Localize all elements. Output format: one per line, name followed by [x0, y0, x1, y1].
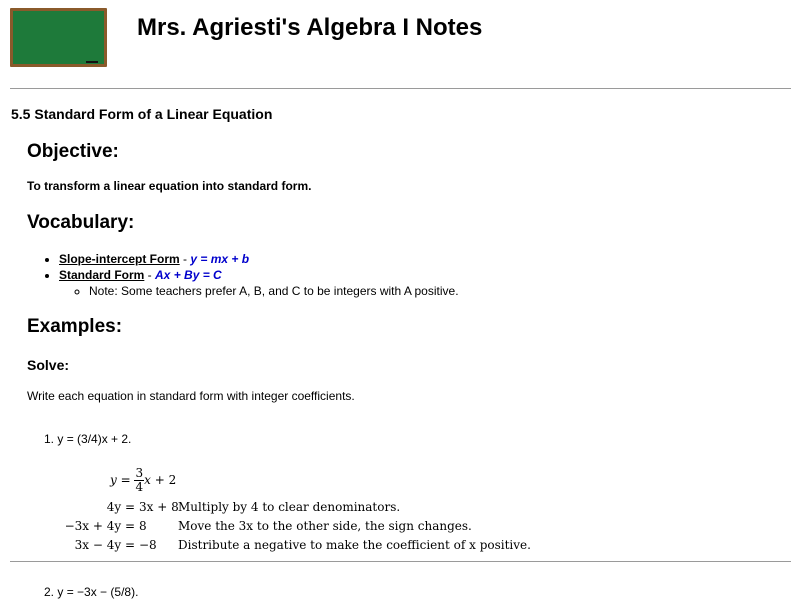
step-rhs: 3x + 8 — [139, 500, 179, 514]
step-note: Move the 3x to the other side, the sign changes. — [178, 519, 472, 533]
problem-text: y = −3x − (5/8). — [57, 585, 139, 599]
step-lhs: 4y — [106, 500, 122, 514]
vocab-separator: - — [179, 252, 191, 266]
vocab-term: Slope-intercept Form — [59, 252, 180, 266]
step-lhs: −3x + 4y — [64, 519, 122, 533]
problem-text: y = (3/4)x + 2. — [57, 432, 132, 446]
bottom-divider — [10, 561, 791, 562]
step-rhs: −8 — [139, 538, 157, 552]
worked-step: 4y = 3x + 8 Multiply by 4 to clear denominators. — [106, 500, 401, 514]
objective-text: To transform a linear equation into standard form. — [27, 179, 312, 193]
fraction-three-fourths: $\frac{3}{4}$ — [135, 466, 144, 494]
lesson-title: 5.5 Standard Form of a Linear Equation — [11, 106, 273, 122]
vocab-sub-list — [59, 283, 459, 299]
objective-heading: Objective: — [27, 141, 119, 162]
vocabulary-list — [27, 251, 459, 299]
problem-number: 1. — [44, 432, 55, 446]
worked-step: 3x − 4y = −8 Distribute a negative to make the coefficient of x positive. — [74, 538, 531, 552]
step-note: Distribute a negative to make the coefficient of x positive. — [178, 538, 531, 552]
top-divider — [10, 88, 791, 89]
vocab-term: Standard Form — [59, 268, 145, 282]
vocab-formula: y = mx + b — [190, 252, 250, 266]
step-note: Multiply by 4 to clear denominators. — [178, 500, 401, 514]
vocab-separator: - — [144, 268, 156, 282]
vocab-note: ◦ Note: Some teachers prefer A, B, and C to be integers with A positive. — [89, 283, 459, 299]
worked-step: −3x + 4y = 8 Move the 3x to the other side, the sign changes. — [64, 519, 472, 533]
problem-number: 2. — [44, 585, 55, 599]
step-rhs: 8 — [139, 519, 147, 533]
chalkboard-logo — [10, 8, 107, 67]
vocabulary-heading: Vocabulary: — [27, 212, 135, 233]
problem-2 — [44, 585, 138, 599]
site-title: Mrs. Agriesti's Algebra I Notes — [137, 14, 483, 41]
vocab-formula: Ax + By = C — [155, 268, 222, 282]
instruction-text: Write each equation in standard form with integer coefficients. — [27, 389, 355, 403]
eraser-icon — [86, 61, 98, 63]
examples-heading: Examples: — [27, 316, 123, 337]
vocab-item-slope-intercept — [59, 251, 459, 267]
vocab-item-standard-form — [59, 267, 459, 299]
equation-fraction-form: y = $\frac{3}{4}$ x + 2 — [110, 466, 177, 494]
problem-1 — [44, 432, 131, 446]
solve-heading: Solve: — [27, 357, 70, 373]
step-lhs: 3x − 4y — [74, 538, 122, 552]
